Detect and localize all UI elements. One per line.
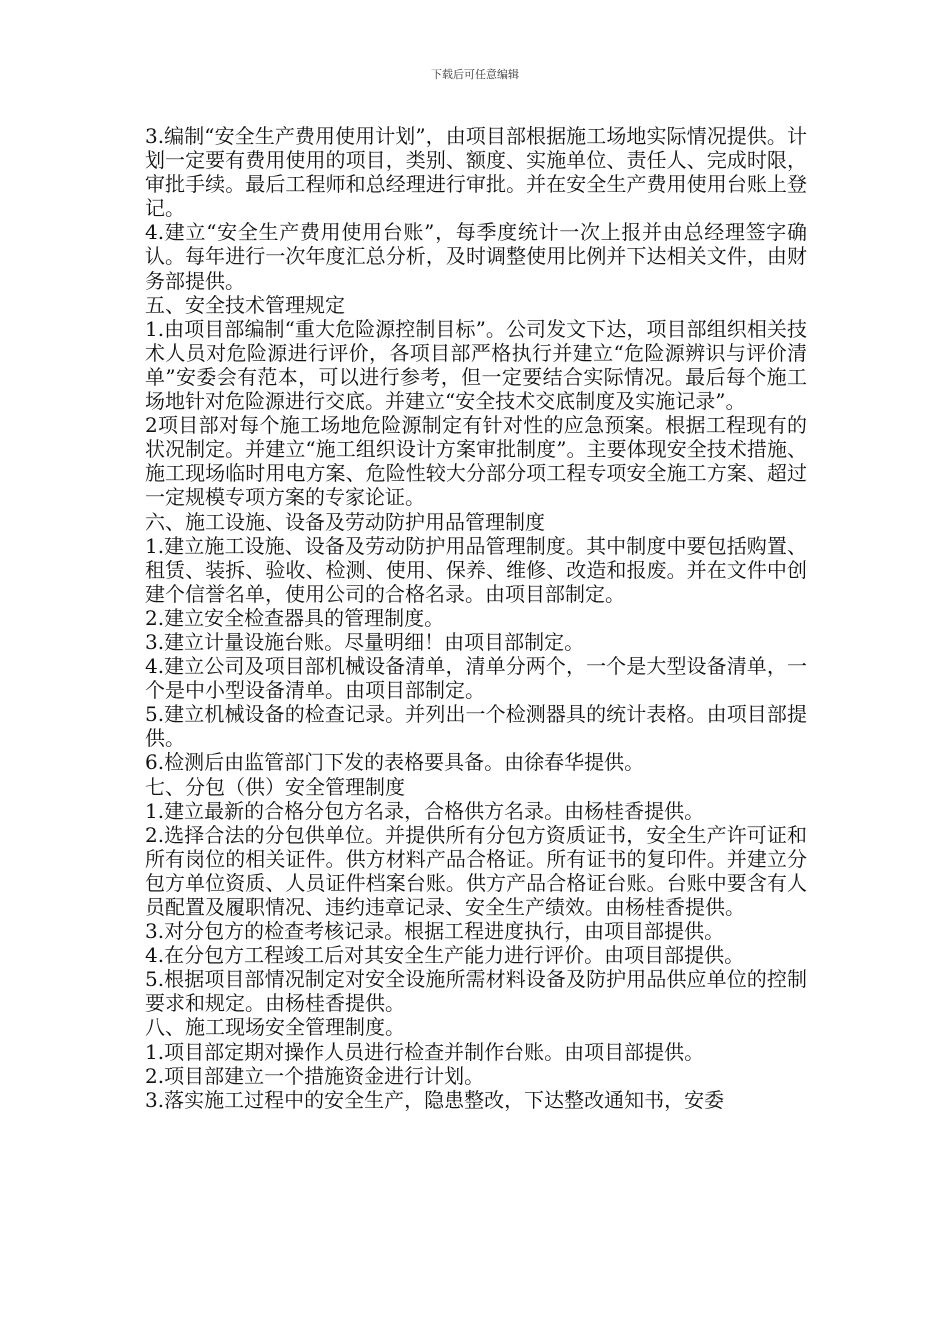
section-heading: 六、施工设施、设备及劳动防护用品管理制度	[145, 509, 545, 534]
section-heading: 八、施工现场安全管理制度。	[145, 1015, 405, 1040]
paragraph: 2.项目部建立一个措施资金进行计划。	[145, 1063, 485, 1088]
paragraph: 2.建立安全检查器具的管理制度。	[145, 605, 445, 630]
document-body	[145, 124, 807, 1112]
paragraph: 1.建立最新的合格分包方名录，合格供方名录。由杨桂香提供。	[145, 798, 705, 823]
paragraph: 1.项目部定期对操作人员进行检查并制作台账。由项目部提供。	[145, 1039, 705, 1064]
paragraph: 2项目部对每个施工场地危险源制定有针对性的应急预案。根据工程现有的状况制定。并建立“施工组织设计方案审批制度”。主要体现安全技术措施、施工现场临时用电方案、危险性较大分部分项工程专项安全施工方案、超过一定规模专项方案的专家论证。	[145, 413, 807, 510]
paragraph: 5.根据项目部情况制定对安全设施所需材料设备及防护用品供应单位的控制要求和规定。由杨桂香提供。	[145, 967, 807, 1016]
paragraph: 3.对分包方的检查考核记录。根据工程进度执行，由项目部提供。	[145, 919, 725, 944]
paragraph: 5.建立机械设备的检查记录。并列出一个检测器具的统计表格。由项目部提供。	[145, 702, 807, 751]
paragraph: 1.建立施工设施、设备及劳动防护用品管理制度。其中制度中要包括购置、租赁、装拆、验收、检测、使用、保养、维修、改造和报废。并在文件中创建个信誉名单，使用公司的合格名录。由项目部制定。	[145, 533, 807, 606]
page-header: 下载后可任意编辑	[431, 68, 519, 81]
paragraph: 4.建立公司及项目部机械设备清单，清单分两个，一个是大型设备清单，一个是中小型设备清单。由项目部制定。	[145, 654, 807, 703]
paragraph: 1.由项目部编制“重大危险源控制目标”。公司发文下达，项目部组织相关技术人员对危险源进行评价，各项目部严格执行并建立“危险源辨识与评价清单”安委会有范本，可以进行参考，但一定要结合实际情况。最后每个施工场地针对危险源进行交底。并建立“安全技术交底制度及实施记录”。	[145, 316, 807, 414]
paragraph: 3.建立计量设施台账。尽量明细！由项目部制定。	[145, 629, 585, 654]
paragraph: 3.编制“安全生产费用使用计划”，由项目部根据施工场地实际情况提供。计划一定要有费用使用的项目，类别、额度、实施单位、责任人、完成时限，审批手续。最后工程师和总经理进行审批。并在安全生产费用使用台账上登记。	[145, 124, 807, 221]
paragraph: 2.选择合法的分包供单位。并提供所有分包方资质证书，安全生产许可证和所有岗位的相关证件。供方材料产品合格证。所有证书的复印件。并建立分包方单位资质、人员证件档案台账。供方产品合格证台账。台账中要含有人员配置及履职情况、违约违章记录、安全生产绩效。由杨桂香提供。	[145, 822, 807, 919]
paragraph: 6.检测后由监管部门下发的表格要具备。由徐春华提供。	[145, 750, 645, 775]
paragraph: 4.在分包方工程竣工后对其安全生产能力进行评价。由项目部提供。	[145, 943, 745, 968]
paragraph: 4.建立“安全生产费用使用台账”，每季度统计一次上报并由总经理签字确认。每年进行一次年度汇总分析，及时调整使用比例并下达相关文件，由财务部提供。	[145, 220, 807, 293]
paragraph: 3.落实施工过程中的安全生产，隐患整改，下达整改通知书，安委	[145, 1087, 725, 1112]
section-heading: 七、分包（供）安全管理制度	[145, 774, 405, 799]
section-heading: 五、安全技术管理规定	[145, 292, 345, 317]
